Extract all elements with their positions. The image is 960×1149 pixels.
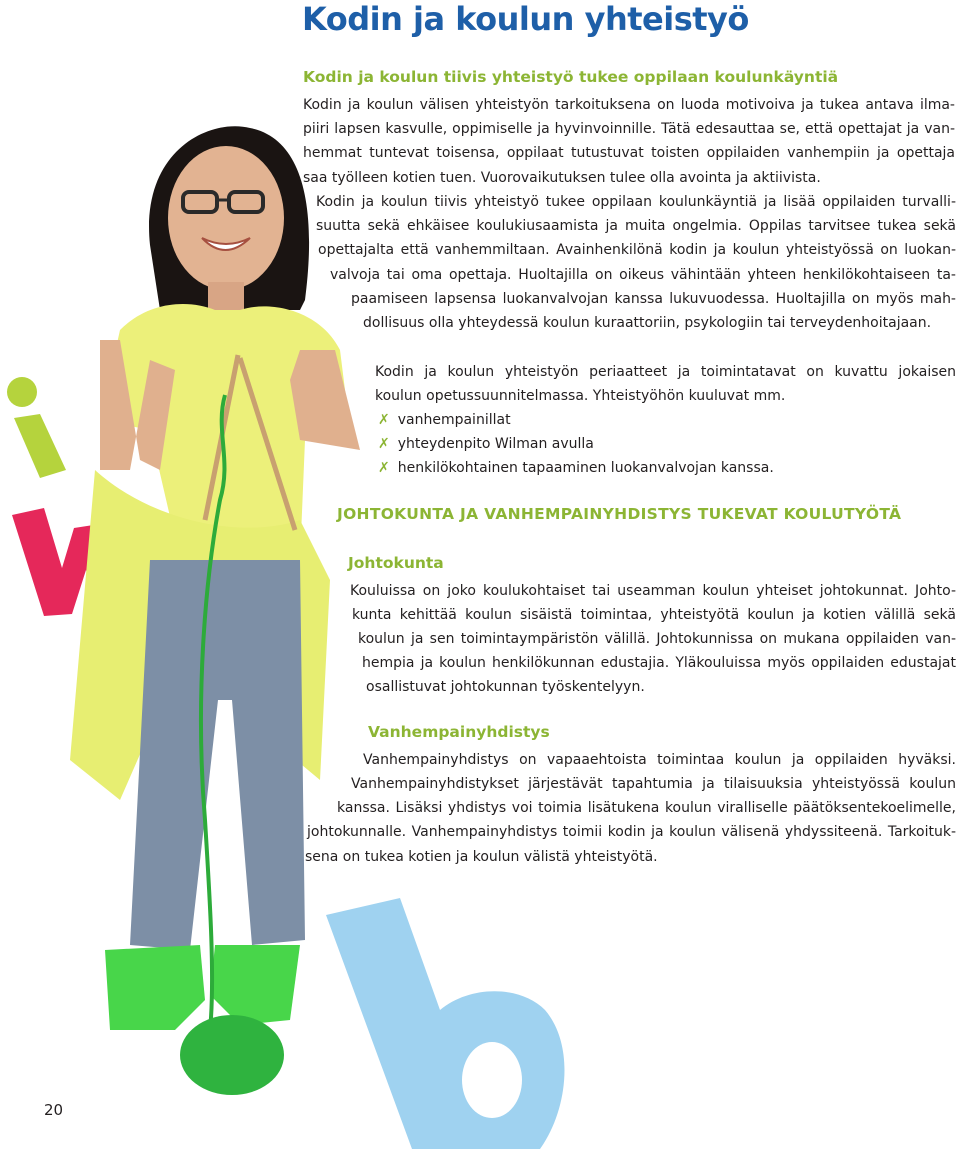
list-item: [378, 408, 511, 432]
body-line: Kodin ja koulun yhteistyön periaatteet ja toimintatavat on kuvattu jokaisen: [375, 364, 956, 380]
body-line: Kodin ja koulun tiivis yhteistyö tukee oppilaan koulunkäyntiä ja lisää oppilaiden turvalli-: [316, 194, 956, 210]
body-line: valvoja tai oma opettaja. Huoltajilla on oikeus vähintään yhteen henkilökohtaiseen ta-: [330, 267, 956, 283]
body-line: Kouluissa on joko koulukohtaiset tai useamman koulun yhteiset johtokunnat. Johto-: [350, 583, 956, 599]
subheading-vanhempainyhdistys: Vanhempainyhdistys: [368, 723, 550, 741]
section-heading-johtokunta-vanhempainyhdistys: JOHTOKUNTA JA VANHEMPAINYHDISTYS TUKEVAT KOULUTYÖTÄ: [337, 505, 902, 523]
body-line: koulun ja sen toimintaympäristön välillä. Johtokunnissa on mukana oppilaiden van-: [358, 631, 956, 647]
list-item-text: yhteydenpito Wilman avulla: [397, 436, 594, 452]
body-line: Kodin ja koulun välisen yhteistyön tarkoituksena on luoda motivoiva ja tukea antava ilma-: [303, 97, 955, 113]
list-item-text: henkilökohtainen tapaaminen luokanvalvojan kanssa.: [397, 460, 774, 476]
body-line: sena on tukea kotien ja koulun välistä yhteistyötä.: [305, 849, 658, 865]
decorative-letter-i: [7, 377, 66, 478]
body-line: koulun opetussuunnitelmassa. Yhteistyöhön kuuluvat mm.: [375, 388, 786, 404]
body-line: opettajalta että vanhemmiltaan. Avainhenkilönä kodin ja koulun yhteistyössä on luokan-: [318, 242, 956, 258]
body-line: saa työlleen kotien tuen. Vuorovaikutuksen tulee olla avointa ja aktiivista.: [303, 170, 821, 186]
body-line: piiri lapsen kasvulle, oppimiselle ja hyvinvoinnille. Tätä edesauttaa se, että opettajat ja van-: [303, 121, 955, 137]
body-line: suutta sekä ehkäisee koulukiusaamista ja muita ongelmia. Oppilas tarvitsee tukea sekä: [316, 218, 956, 234]
body-line: hempia ja koulun henkilökunnan edustajia. Yläkouluissa myös oppilaiden edustajat: [362, 655, 956, 671]
body-line: paamiseen lapsensa luokanvalvojan kanssa lukuvuodessa. Huoltajilla on myös mah-: [351, 291, 956, 307]
list-item: [378, 432, 594, 456]
page-number: 20: [44, 1101, 64, 1119]
body-line: hemmat tuntevat toisensa, oppilaat tutustuvat toisten oppilaiden vanhempiin ja opettaja: [303, 145, 955, 161]
list-item: [378, 456, 774, 480]
body-line: kunta kehittää koulun sisäistä toimintaa, yhteistyötä koulun ja kotien välillä sekä: [352, 607, 956, 623]
cross-bullet-icon: ✗: [378, 412, 390, 428]
list-item-text: vanhempainillat: [397, 412, 511, 428]
body-line: Vanhempainyhdistykset järjestävät tapahtumia ja tilaisuuksia yhteistyössä koulun: [351, 776, 956, 792]
body-line: osallistuvat johtokunnan työskentelyyn.: [366, 679, 645, 695]
body-line: kanssa. Lisäksi yhdistys voi toimia lisätukena koulun viralliselle päätöksentekoelimelle,: [337, 800, 956, 816]
subheading-johtokunta: Johtokunta: [348, 554, 444, 572]
body-line: Vanhempainyhdistys on vapaaehtoista toimintaa koulun ja oppilaiden hyväksi.: [363, 752, 956, 768]
body-line: dollisuus olla yhteydessä koulun kuraattoriin, psykologiin tai terveydenhoitajaan.: [363, 315, 932, 331]
cross-bullet-icon: ✗: [378, 460, 390, 476]
page-title: Kodin ja koulun yhteistyö: [302, 0, 749, 38]
section-heading-tiivis-yhteistyo: Kodin ja koulun tiivis yhteistyö tukee oppilaan koulunkäyntiä: [303, 68, 839, 86]
cross-bullet-icon: ✗: [378, 436, 390, 452]
body-line: johtokunnalle. Vanhempainyhdistys toimii kodin ja koulun välisenä yhdyssiteenä. Tarkoituk-: [307, 824, 956, 840]
decorative-letter-b: [326, 898, 564, 1149]
girl-knitting-photo: [70, 126, 360, 1095]
